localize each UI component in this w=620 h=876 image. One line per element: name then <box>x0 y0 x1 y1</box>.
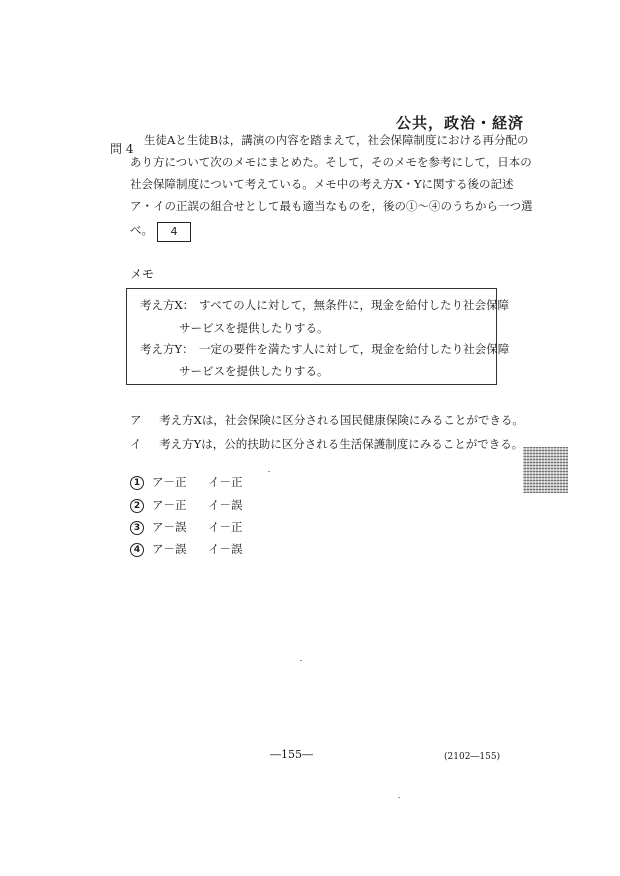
option-4-a: ア－誤 <box>152 542 187 556</box>
statement-b-mark: イ <box>130 437 142 451</box>
statement-b-text: 考え方Yは，公的扶助に区分される生活保護制度にみることができる。 <box>159 437 524 451</box>
scan-speck <box>300 660 302 661</box>
option-1-number: 1 <box>130 476 144 490</box>
statement-a-mark: ア <box>130 413 142 427</box>
option-2 <box>130 497 243 513</box>
index-tab-marker <box>523 447 568 493</box>
option-1 <box>130 474 243 490</box>
memo-x-label: 考え方X： <box>140 298 195 312</box>
option-1-b: イ－正 <box>208 475 243 489</box>
option-2-a: ア－正 <box>152 498 187 512</box>
question-text-line-2: あり方について次のメモにまとめた。そして，そのメモを参考にして，日本の <box>130 155 532 169</box>
memo-label: メモ <box>130 267 155 281</box>
question-number: 問 4 <box>110 142 134 156</box>
option-3-b: イ－正 <box>208 520 243 534</box>
option-4-number: 4 <box>130 543 144 557</box>
question-text-line-4: ア・イの正誤の組合せとして最も適当なものを，後の①～④のうちから一つ選 <box>130 199 533 213</box>
statement-a <box>130 412 524 428</box>
memo-x-line-2: サービスを提供したりする。 <box>179 321 329 335</box>
scan-speck <box>398 797 400 798</box>
statement-a-text: 考え方Xは，社会保険に区分される国民健康保険にみることができる。 <box>159 413 524 427</box>
memo-box <box>126 288 510 385</box>
option-3 <box>130 519 243 535</box>
memo-y-line-1: 一定の要件を満たす人に対して，現金を給付したり社会保障 <box>199 342 510 356</box>
page-number: ―155― <box>270 748 313 761</box>
memo-y-line-2: サービスを提供したりする。 <box>179 364 329 378</box>
question-text-line-1: 生徒Aと生徒Bは，講演の内容を踏まえて，社会保障制度における再分配の <box>144 133 529 147</box>
option-1-a: ア－正 <box>152 475 187 489</box>
section-title: 公共，政治・経済 <box>396 114 525 132</box>
question-text-line-5: べ。 <box>130 223 153 237</box>
option-3-a: ア－誤 <box>152 520 187 534</box>
answer-box: 4 <box>157 222 191 242</box>
option-4 <box>130 541 243 557</box>
question-text-line-3: 社会保障制度について考えている。メモ中の考え方X・Yに関する後の記述 <box>130 177 514 191</box>
statement-b <box>130 436 523 452</box>
memo-y-label: 考え方Y： <box>140 342 194 356</box>
option-4-b: イ－誤 <box>208 542 243 556</box>
option-2-number: 2 <box>130 499 144 513</box>
memo-x-line-1: すべての人に対して，無条件に，現金を給付したり社会保障 <box>199 298 510 312</box>
option-2-b: イ－誤 <box>208 498 243 512</box>
scan-speck <box>268 471 270 472</box>
page-code: (2102―155) <box>444 752 501 762</box>
option-3-number: 3 <box>130 521 144 535</box>
